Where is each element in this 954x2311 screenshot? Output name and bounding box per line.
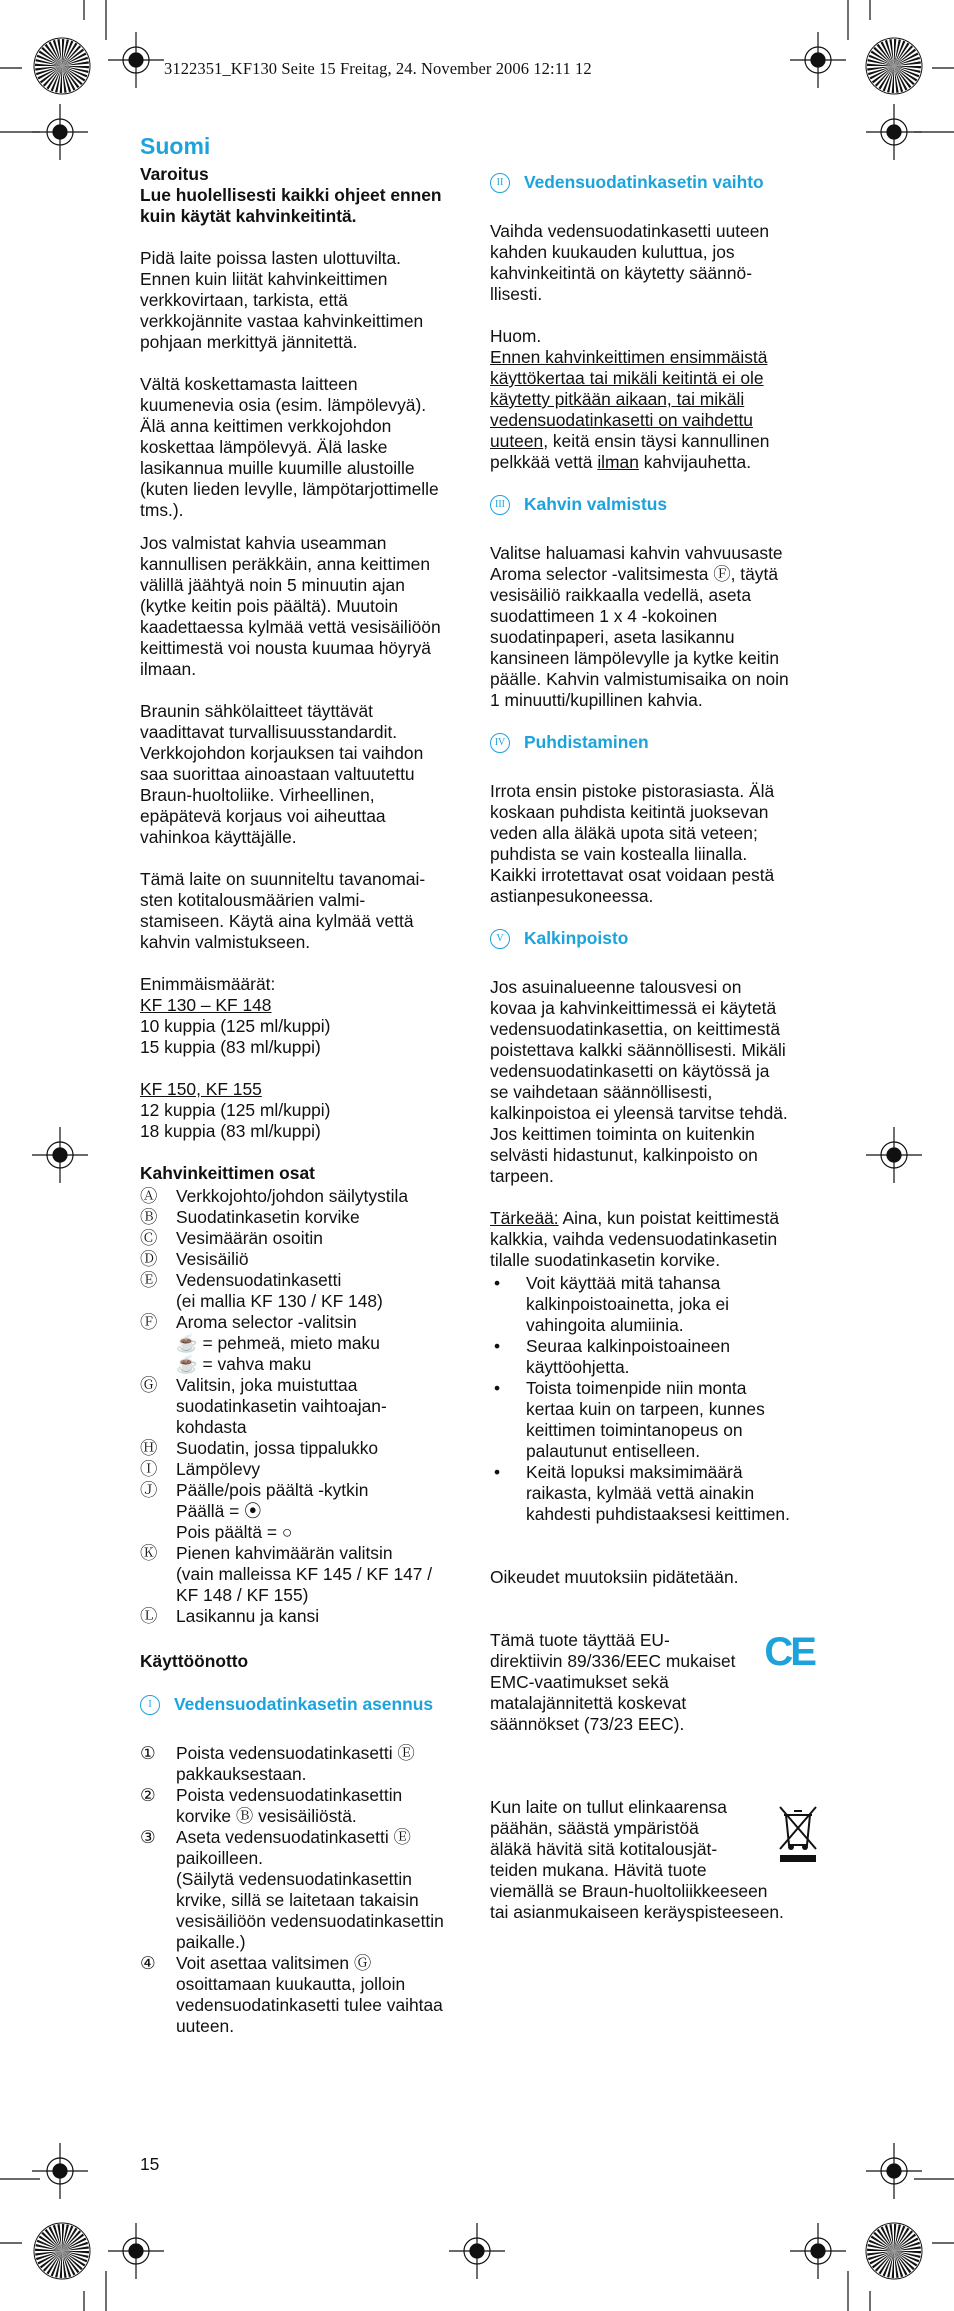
weee-text: Kun laite on tullut elinkaarensa päähän, säästä ympäristöä äläkä hävitä sitä kotitalousjät- teiden mukana. Hävitä tuote viemällä se Braun-huoltoliikkeeseen tai asianmukaiseen keräyspisteeseen. xyxy=(490,1797,784,1922)
page-number: 15 xyxy=(140,2154,160,2174)
parts-item xyxy=(140,1186,470,1207)
parts-item xyxy=(140,1375,470,1438)
parts-item-key xyxy=(140,1186,176,1207)
parts-item xyxy=(140,1543,470,1606)
parts-item xyxy=(140,1480,470,1543)
parts-item-key-glyph: Ⓕ xyxy=(140,1312,158,1332)
parts-item-key xyxy=(140,1543,176,1606)
parts-item-key-glyph: Ⓔ xyxy=(140,1270,158,1290)
install-step-number: ② xyxy=(140,1785,156,1805)
starburst-mark-bottom-left xyxy=(32,2221,92,2281)
parts-item-key xyxy=(140,1375,176,1438)
parts-item-text: Pienen kahvimäärän valitsin (vain malleissa KF 145 / KF 147 / KF 148 / KF 155) xyxy=(176,1543,433,1605)
install-step-text: Aseta vedensuodatinkasetti Ⓔ paikoilleen. (Säilytä vedensuodatinkasettin krvike, sillä se laitetaan takaisin vesisäiliöön vedensuodatinkasettin paikalle.) xyxy=(176,1827,444,1952)
section-ii-title: Vedensuodatinkasetin vaihto xyxy=(524,172,764,192)
parts-item-text: Suodatin, jossa tippalukko xyxy=(176,1438,379,1458)
section-ii-text: Vaihda vedensuodatinkasetti uuteen kahden kuukauden kuluttua, jos kahvinkeitintä on käytetty säännö- llisesti. xyxy=(490,221,770,304)
crossed-bin-icon xyxy=(776,1803,820,1863)
parts-item-key-glyph: Ⓖ xyxy=(140,1375,158,1395)
section-ii-note-underlined: Ennen kahvinkeittimen ensimmäistä käyttökertaa tai mikäli keitintä ei ole käytetty pitkään aikaan, tai mikäli vedensuodatinkasetti on vaihdettu uuteen xyxy=(490,347,768,451)
section-v-important-text: Aina, kun poistat keittimestä kalkkia, vaihda vedensuodatinkasetin tilalle suodatinkasetin korvike. xyxy=(490,1208,780,1270)
parts-item-key-glyph: Ⓑ xyxy=(140,1207,158,1227)
parts-item-key xyxy=(140,1606,176,1627)
parts-item-key-glyph: Ⓚ xyxy=(140,1543,158,1563)
safety-paragraph-4: Braunin sähkölaitteet täyttävät vaadittavat turvallisuusstandardit. Verkkojohdon korjauksen tai vaihdon saa suorittaa ainoastaan valtuutettu Braun-huoltoliike. Virheellinen, epäpätevä korjaus voi aiheuttaa vahinkoa käyttäjälle. xyxy=(140,701,424,847)
parts-item-text: Aroma selector -valitsin ☕ = pehmeä, mieto maku ☕ = vahva maku xyxy=(176,1312,380,1374)
section-v-text: Jos asuinalueenne talousvesi on kovaa ja kahvinkeittimessä ei käytetä vedensuodatinkasettia, on keittimestä poistettava kalkki säännöllisesti. Mikäli vedensuodatinkasetti on käytössä ja se vaihdetaan säännöllisesti, kalkinpoistoa ei yleensä tarvitse tehdä. Jos keittimen toiminta on kuitenkin selvästi hidastunut, kalkinpoisto on tarpeen. xyxy=(490,977,788,1186)
parts-item-key-glyph: Ⓙ xyxy=(140,1480,158,1500)
safety-paragraph-5: Tämä laite on suunniteltu tavanomai- sten kotitalousmäärien valmi- stamiseen. Käytä aina kylmää vettä kahvin valmistukseen. xyxy=(140,869,426,952)
section-ii-note xyxy=(490,347,820,473)
parts-item-text: Verkkojohto/johdon säilytystila xyxy=(176,1186,409,1206)
install-step xyxy=(140,1785,470,1827)
section-ii-badge: II xyxy=(490,173,510,193)
warning-lead: Lue huolellisesti kaikki ohjeet ennen kuin käytät kahvinkeitintä. xyxy=(140,185,442,226)
parts-item xyxy=(140,1438,470,1459)
decalc-bullet xyxy=(490,1273,820,1336)
starburst-mark-top-left xyxy=(32,36,92,96)
section-iii-badge: III xyxy=(490,495,510,515)
section-iii-title: Kahvin valmistus xyxy=(524,494,668,514)
parts-item-key xyxy=(140,1228,176,1249)
bullet-dot: • xyxy=(494,1462,501,1482)
right-column xyxy=(490,166,820,1923)
section-iii-heading xyxy=(490,494,820,515)
decalc-bullet-text: Voit käyttää mitä tahansa kalkinpoistoainetta, joka ei vahingoita alumiinia. xyxy=(526,1273,730,1335)
parts-item-text: Vesimäärän osoitin xyxy=(176,1228,323,1248)
parts-item xyxy=(140,1606,470,1627)
section-iii-text: Valitse haluamasi kahvin vahvuusaste Aroma selector -valitsimesta Ⓕ, täytä vesisäiliö raikkaalla vedellä, aseta suodattimeen 1 x 4 -kokoinen suodatinpaperi, aseta lasikannu kansineen lämpölevylle ja kytke keitin päälle. Kahvin valmistumisaika on noin 1 minuutti/kupillinen kahvia. xyxy=(490,543,789,710)
section-iv-title: Puhdistaminen xyxy=(524,732,649,752)
warning-title: Varoitus xyxy=(140,164,209,184)
bullet-dot: • xyxy=(494,1336,501,1356)
parts-item-key-glyph: Ⓐ xyxy=(140,1186,158,1206)
install-steps xyxy=(140,1743,470,2037)
parts-item-key xyxy=(140,1438,176,1459)
section-v-important-label: Tärkeää: xyxy=(490,1208,559,1228)
parts-item-text: Lasikannu ja kansi xyxy=(176,1606,320,1626)
parts-item-key xyxy=(140,1270,176,1312)
bullet-dot: • xyxy=(494,1378,501,1398)
decalc-bullet-text: Toista toimenpide niin monta kertaa kuin on tarpeen, kunnes keittimen toimintanopeus on palautunut entiselleen. xyxy=(526,1378,765,1461)
decalc-bullets xyxy=(490,1273,820,1525)
parts-item-key xyxy=(140,1459,176,1480)
parts-item-key-glyph: Ⓒ xyxy=(140,1228,158,1248)
section-i-heading xyxy=(140,1694,470,1715)
safety-paragraph-2: Vältä koskettamasta laitteen kuumenevia osia (esim. lämpölevyä). Älä anna keittimen verkkojohdon koskettaa lämpölevyä. Älä laske lasikannua muille kuumille alustoille (kuten lieden levylle, lämpötarjottimelle tms.). xyxy=(140,374,439,520)
install-step xyxy=(140,1827,470,1953)
parts-item-key xyxy=(140,1249,176,1270)
decalc-bullet xyxy=(490,1462,820,1525)
section-ii-note-label: Huom. xyxy=(490,326,542,346)
decalc-bullet-text: Keitä lopuksi maksimimäärä raikasta, kylmää vettä ainakin kahdesti puhdistaaksesi keittimen. xyxy=(526,1462,790,1524)
section-ii-note-end: kahvijauhetta. xyxy=(638,452,752,472)
parts-item-key xyxy=(140,1312,176,1375)
parts-item-text: Suodatinkasetin korvike xyxy=(176,1207,360,1227)
install-step xyxy=(140,1953,470,2037)
section-v-badge: V xyxy=(490,929,510,949)
parts-item-key xyxy=(140,1480,176,1543)
parts-item-text: Lämpölevy xyxy=(176,1459,261,1479)
left-column xyxy=(140,132,470,2037)
parts-item xyxy=(140,1270,470,1312)
section-iv-badge: IV xyxy=(490,733,510,753)
parts-item xyxy=(140,1207,470,1228)
parts-item-key xyxy=(140,1207,176,1228)
rights-reserved: Oikeudet muutoksiin pidätetään. xyxy=(490,1567,739,1587)
parts-item-text: Vesisäiliö xyxy=(176,1249,249,1269)
parts-item xyxy=(140,1228,470,1249)
max-amounts-model-2-values: 12 kuppia (125 ml/kuppi) 18 kuppia (83 ml/kuppi) xyxy=(140,1100,331,1141)
ce-text: Tämä tuote täyttää EU- direktiivin 89/336/EEC mukaiset EMC-vaatimukset sekä matalajännitettä koskevat säännökset (73/23 EEC). xyxy=(490,1630,736,1734)
install-step xyxy=(140,1743,470,1785)
bullet-dot: • xyxy=(494,1273,501,1293)
print-slug-line: 3122351_KF130 Seite 15 Freitag, 24. November 2006 12:11 12 xyxy=(164,59,592,78)
section-ii-heading xyxy=(490,172,820,193)
safety-paragraph-3: Jos valmistat kahvia useamman kannullisen peräkkäin, anna keittimen välillä jäähtyä noin 5 minuutin ajan (kytke keitin pois päältä). Muutoin kaadettaessa kylmää vettä vesisäiliöön keittimestä voi nousta kuumaa höyryä ilmaan. xyxy=(140,533,441,679)
parts-item-text: Valitsin, joka muistuttaa suodatinkasetin vaihtoajan- kohdasta xyxy=(176,1375,387,1437)
parts-item-key-glyph: Ⓓ xyxy=(140,1249,158,1269)
install-step-number: ① xyxy=(140,1743,156,1763)
ce-mark: CE xyxy=(764,1630,814,1674)
parts-item xyxy=(140,1312,470,1375)
decalc-bullet xyxy=(490,1378,820,1462)
parts-item-text: Vedensuodatinkasetti (ei mallia KF 130 / KF 148) xyxy=(176,1270,383,1311)
install-step-number: ③ xyxy=(140,1827,156,1847)
section-ii-note-rest: , keitä ensin täysi kannullinen pelkkää vettä xyxy=(490,431,770,472)
parts-title: Kahvinkeittimen osat xyxy=(140,1163,315,1183)
parts-item-text: Päälle/pois päältä -kytkin Päällä = ⦿ Pois päältä = ○ xyxy=(176,1480,369,1542)
parts-legend xyxy=(140,1186,470,1627)
section-i-title: Vedensuodatinkasetin asennus xyxy=(174,1694,434,1714)
install-step-text: Voit asettaa valitsimen Ⓖ osoittamaan kuukautta, jolloin vedensuodatinkasetti tulee vaihtaa uuteen. xyxy=(176,1953,443,2036)
section-v-heading xyxy=(490,928,820,949)
section-v-title: Kalkinpoisto xyxy=(524,928,629,948)
max-amounts-model-2: KF 150, KF 155 xyxy=(140,1079,262,1099)
decalc-bullet-text: Seuraa kalkinpoistoaineen käyttöohjetta. xyxy=(526,1336,731,1377)
install-step-number: ④ xyxy=(140,1953,156,1973)
max-amounts-title: Enimmäismäärät: xyxy=(140,974,276,994)
section-i-badge: I xyxy=(140,1695,160,1715)
section-v-important xyxy=(490,1208,820,1271)
parts-item xyxy=(140,1459,470,1480)
section-iv-text: Irrota ensin pistoke pistorasiasta. Älä koskaan puhdista keitintä juoksevan veden alla äläkä upota sitä veteen; puhdista se vain kostealla liinalla. Kaikki irrotettavat osat voidaan pestä astianpesukoneessa. xyxy=(490,781,775,906)
safety-paragraph-1: Pidä laite poissa lasten ulottuvilta. Ennen kuin liität kahvinkeittimen verkkovirtaan, tarkista, että verkkojännite vastaa kahvinkeittimen pohjaan merkittyä jännitettä. xyxy=(140,248,424,352)
section-ii-note-ilman: ilman xyxy=(597,452,639,472)
starburst-mark-bottom-right xyxy=(864,2221,924,2281)
section-iv-heading xyxy=(490,732,820,753)
kayttoonotto-title: Käyttöönotto xyxy=(140,1651,249,1671)
install-step-text: Poista vedensuodatinkasetti Ⓔ pakkauksestaan. xyxy=(176,1743,415,1784)
weee-block xyxy=(490,1797,820,1923)
starburst-mark-top-right xyxy=(864,36,924,96)
max-amounts-model-1-values: 10 kuppia (125 ml/kuppi) 15 kuppia (83 ml/kuppi) xyxy=(140,1016,331,1057)
max-amounts xyxy=(140,974,470,1142)
decalc-bullet xyxy=(490,1336,820,1378)
parts-item xyxy=(140,1249,470,1270)
parts-item-key-glyph: Ⓘ xyxy=(140,1459,158,1479)
parts-item-key-glyph: Ⓛ xyxy=(140,1606,158,1626)
ce-block xyxy=(490,1630,820,1735)
parts-item-key-glyph: Ⓗ xyxy=(140,1438,158,1458)
install-step-text: Poista vedensuodatinkasettin korvike Ⓑ vesisäiliöstä. xyxy=(176,1785,403,1826)
language-title: Suomi xyxy=(140,133,211,159)
max-amounts-model-1: KF 130 – KF 148 xyxy=(140,995,272,1015)
